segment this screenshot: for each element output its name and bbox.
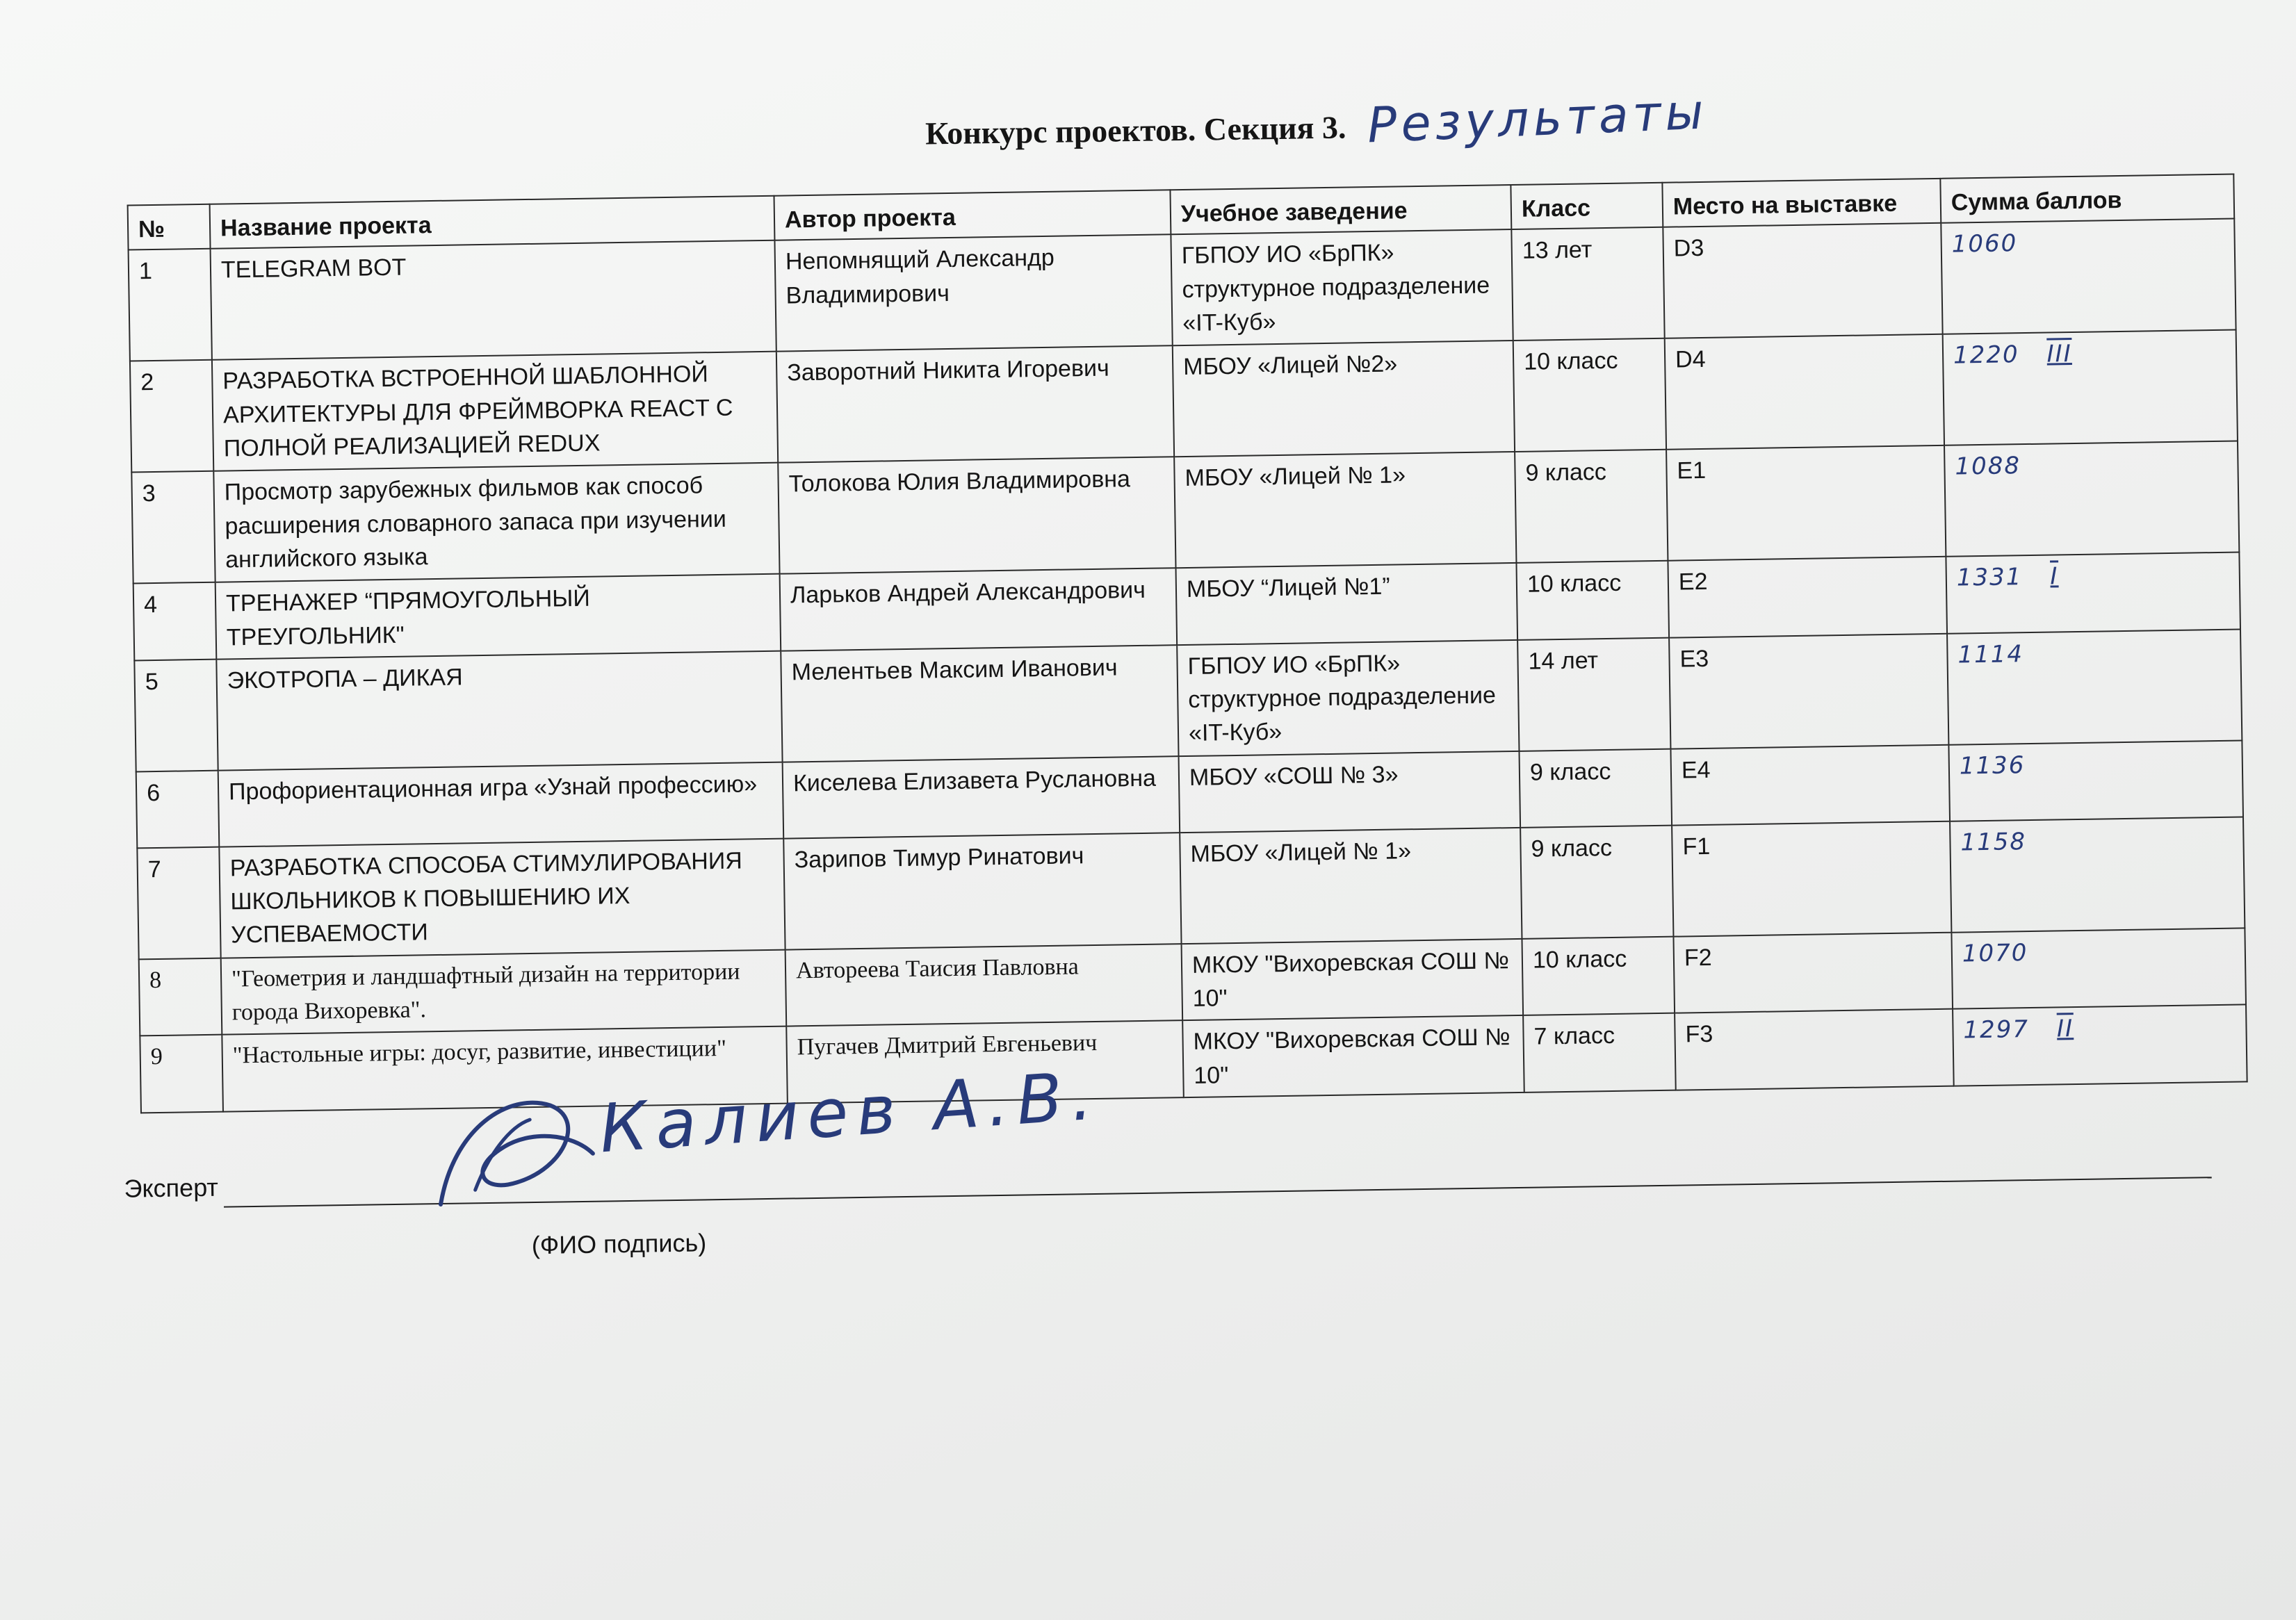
prize-mark: III xyxy=(2046,340,2073,368)
exhibition-place: F3 xyxy=(1675,1009,1954,1090)
row-number: 9 xyxy=(140,1035,223,1113)
fio-label: (ФИО подпись) xyxy=(531,1228,707,1260)
grade: 10 класс xyxy=(1522,936,1675,1015)
column-header-project-name: Название проекта xyxy=(210,196,775,249)
grade: 7 класс xyxy=(1523,1013,1676,1093)
project-name: Профориентационная игра «Узнай профессию» xyxy=(218,762,784,846)
school-name: МБОУ «Лицей № 1» xyxy=(1174,452,1516,568)
exhibition-place: F2 xyxy=(1673,933,1953,1013)
signature-name: Калиев А.В. xyxy=(597,1056,1103,1168)
prize-mark: II xyxy=(2056,1015,2074,1043)
row-number: 7 xyxy=(137,846,220,959)
project-author: Толокова Юлия Владимировна xyxy=(778,457,1175,573)
project-author: Заворотний Никита Игоревич xyxy=(776,346,1174,463)
school-name: МБОУ “Лицей №1” xyxy=(1176,563,1518,645)
row-number: 6 xyxy=(136,770,220,848)
page-title: Конкурс проектов. Секция 3. xyxy=(925,109,1346,152)
grade: 9 класс xyxy=(1519,748,1672,827)
column-header-school: Учебное заведение xyxy=(1170,185,1511,235)
score-value: 1136 xyxy=(1959,751,2026,780)
column-header-number: № xyxy=(128,204,211,250)
exhibition-place: D3 xyxy=(1663,223,1942,338)
school-name: МБОУ «Лицей №2» xyxy=(1173,341,1515,457)
exhibition-place: E1 xyxy=(1666,445,1946,561)
expert-label: Эксперт xyxy=(124,1172,219,1203)
score-cell xyxy=(1941,219,2236,334)
score-value: 1297 xyxy=(1963,1015,2030,1045)
project-author: Зарипов Тимур Ринатович xyxy=(783,833,1181,949)
score-value: 1114 xyxy=(1957,639,2024,669)
score-cell xyxy=(1943,330,2238,445)
column-header-score: Сумма баллов xyxy=(1940,174,2234,224)
column-header-grade: Класс xyxy=(1511,183,1663,229)
project-author: Киселева Елизавета Руслановна xyxy=(783,756,1180,838)
score-value: 1220 xyxy=(1953,341,2019,370)
project-name: РАЗРАБОТКА ВСТРОЕННОЙ ШАБЛОННОЙ АРХИТЕКТУРЫ ДЛЯ ФРЕЙМВОРКА REACT С ПОЛНОЙ РЕАЛИЗАЦИЕЙ REDUX xyxy=(212,352,778,471)
grade: 13 лет xyxy=(1511,227,1664,341)
school-name: ГБПОУ ИО «БрПК» структурное подразделение «IT-Куб» xyxy=(1171,229,1513,345)
school-name: МКОУ "Вихоревская СОШ № 10" xyxy=(1182,939,1524,1021)
row-number: 8 xyxy=(139,958,222,1036)
score-value: 1158 xyxy=(1960,827,2027,857)
score-value: 1060 xyxy=(1951,229,2018,259)
title-block xyxy=(925,83,1709,183)
row-number: 3 xyxy=(131,471,215,584)
score-value: 1088 xyxy=(1955,452,2021,481)
project-author: Мелентьев Максим Иванович xyxy=(781,645,1178,762)
project-author: Автореева Таисия Павловна xyxy=(785,944,1183,1026)
exhibition-place: F1 xyxy=(1672,821,1951,937)
row-number: 1 xyxy=(129,249,212,361)
grade: 10 класс xyxy=(1513,338,1666,452)
project-author: Пугачев Дмитрий Евгеньевич xyxy=(786,1020,1184,1103)
project-author: Непомнящий Александр Владимирович xyxy=(774,235,1172,352)
score-cell xyxy=(1944,441,2239,557)
project-name: Просмотр зарубежных фильмов как способ расширения словарного запаса при изучении английского языка xyxy=(213,463,779,582)
school-name: МБОУ «Лицей № 1» xyxy=(1180,828,1522,944)
project-author: Ларьков Андрей Александрович xyxy=(780,568,1178,651)
score-cell xyxy=(1953,1005,2247,1086)
signature-scribble xyxy=(425,1083,608,1225)
grade: 14 лет xyxy=(1517,637,1670,751)
score-cell xyxy=(1946,553,2240,634)
school-name: МБОУ «СОШ № 3» xyxy=(1179,751,1521,833)
column-header-place: Место на выставке xyxy=(1662,179,1941,227)
grade: 9 класс xyxy=(1520,825,1673,938)
project-name: ТРЕНАЖЕР “ПРЯМОУГОЛЬНЫЙ ТРЕУГОЛЬНИК" xyxy=(215,574,781,660)
score-cell xyxy=(1948,740,2243,821)
grade: 10 класс xyxy=(1516,561,1669,640)
document-content xyxy=(104,51,2263,1299)
row-number: 5 xyxy=(134,659,218,771)
handwritten-results-note: Результаты xyxy=(1366,83,1709,154)
project-name: TELEGRAM BOT xyxy=(211,240,776,360)
prize-mark: I xyxy=(2050,562,2059,591)
results-table xyxy=(127,174,2248,1114)
exhibition-place: E3 xyxy=(1669,634,1948,749)
grade: 9 класс xyxy=(1515,450,1668,563)
score-cell xyxy=(1951,928,2246,1009)
score-value: 1070 xyxy=(1962,938,2028,968)
score-cell xyxy=(1950,817,2245,932)
school-name: ГБПОУ ИО «БрПК» структурное подразделение «IT-Куб» xyxy=(1177,640,1519,756)
score-value: 1331 xyxy=(1956,563,2023,592)
project-name: "Геометрия и ландшафтный дизайн на территории города Вихоревка". xyxy=(221,949,787,1035)
exhibition-place: E4 xyxy=(1670,745,1950,826)
exhibition-place: D4 xyxy=(1665,334,1944,450)
column-header-author: Автор проекта xyxy=(774,190,1171,240)
project-name: РАЗРАБОТКА СПОСОБА СТИМУЛИРОВАНИЯ ШКОЛЬНИКОВ К ПОВЫШЕНИЮ ИХ УСПЕВАЕМОСТИ xyxy=(219,838,785,958)
score-cell xyxy=(1947,629,2242,744)
exhibition-place: E2 xyxy=(1668,557,1947,637)
row-number: 2 xyxy=(130,360,213,473)
project-name: ЭКОТРОПА – ДИКАЯ xyxy=(216,651,782,770)
row-number: 4 xyxy=(133,582,217,660)
project-name: "Настольные игры: досуг, развитие, инвестиции" xyxy=(222,1026,788,1112)
school-name: МКОУ "Вихоревская СОШ № 10" xyxy=(1182,1015,1524,1097)
